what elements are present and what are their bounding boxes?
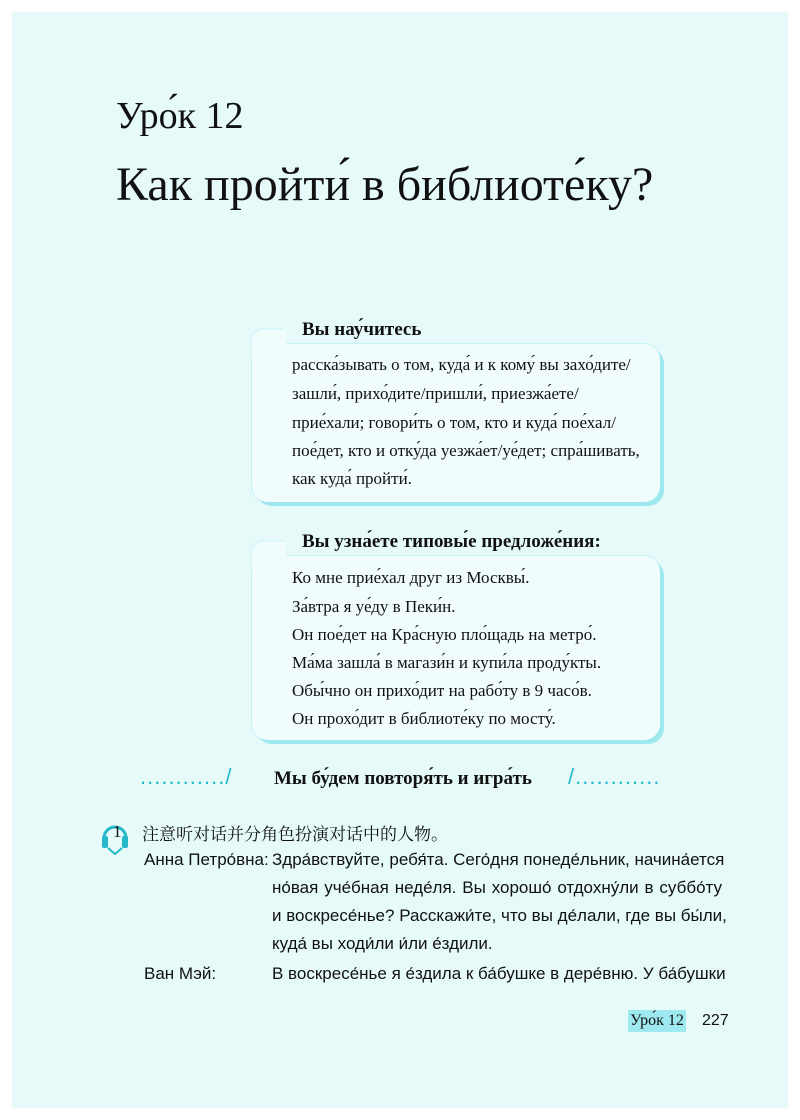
learn-heading: Вы нау́читесь [302,319,422,340]
exercise-instruction: 注意听对话并分角色扮演对话中的人物。 [142,825,448,845]
section-dots-left: ............/ [140,764,233,789]
phrases-box [252,556,660,740]
exercise-number: 1 [113,822,122,841]
footer-lesson-label: Уро́к 12 [628,1010,686,1032]
section-title: Мы бу́дем повторя́ть и игра́ть [274,768,532,789]
lesson-title: Как пройти́ в библиоте́ку? [116,158,654,211]
phrases-heading: Вы узна́ете типовы́е предложе́ния: [302,531,601,552]
phrase-line: Он пое́дет на Кра́сную пло́щадь на метро́. [292,625,597,644]
learn-line: зашли́, прихо́дите/пришли́, приезжа́ете/ [292,384,579,403]
utterance-line: В воскресе́нье я е́здила к ба́бушке в дере́вню. У ба́бушки [272,964,726,983]
phrase-line: За́втра я уе́ду в Пеки́н. [292,597,456,616]
learn-line: прие́хали; говори́ть о том, кто и куда́ пое́хал/ [292,413,616,432]
phrase-line: Обы́чно он прихо́дит на рабо́ту в 9 часо́в. [292,681,592,700]
section-bar [140,764,680,794]
phrase-line: Ко мне прие́хал друг из Москвы́. [292,568,530,587]
utterance-line: и воскресе́нье? Расскажи́те, что вы де́лали, где вы бы́ли, [272,906,727,925]
box-tab [252,542,286,568]
lesson-number: Уро́к 12 [116,95,244,137]
learn-line: расска́зывать о том, куда́ и к кому́ вы захо́дите/ [292,355,631,374]
utterance-line: куда́ вы ходи́ли и́ли е́здили. [272,934,493,953]
learn-line: как куда́ пройти́. [292,469,412,488]
learn-line: пое́дет, кто и отку́да уезжа́ет/уе́дет; спра́шивать, [292,441,640,460]
phrase-line: Ма́ма зашла́ в магази́н и купи́ла проду́кты. [292,653,602,672]
utterance-line: но́вая уче́бная неде́ля. Вы хорошо́ отдохну́ли в суббо́ту [272,878,722,897]
utterance-line: Здра́вствуйте, ребя́та. Сего́дня понеде́льник, начина́ется [272,850,725,869]
speaker-name: Анна Петро́вна: [144,850,269,869]
box-tab [252,330,286,356]
section-dots-right: /............ [568,764,661,789]
learn-box [252,344,660,502]
speaker-name: Ван Мэй: [144,964,217,983]
page-number: 227 [702,1012,729,1029]
phrase-line: Он прохо́дит в библиоте́ку по мосту́. [292,709,556,728]
